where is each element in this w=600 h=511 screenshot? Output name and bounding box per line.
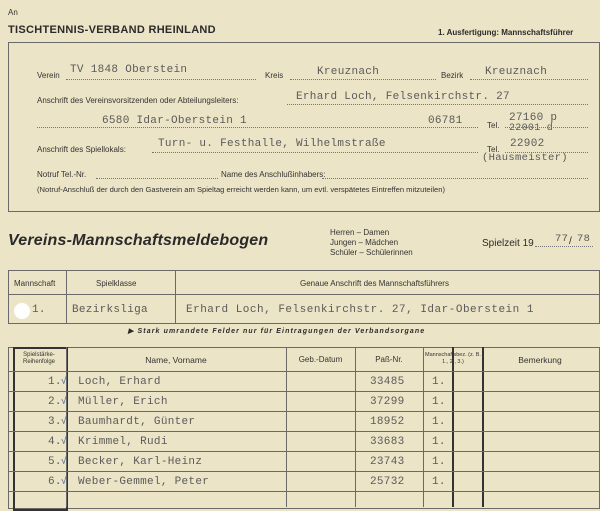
player-order[interactable]: 2. bbox=[48, 396, 62, 408]
player-name[interactable]: Baumhardt, Günter bbox=[78, 416, 196, 428]
player-pass-number[interactable]: 25732 bbox=[370, 476, 405, 488]
category-schueler: Schüler – Schülerinnen bbox=[330, 248, 413, 257]
row-divider bbox=[8, 471, 599, 472]
col-address: Genaue Anschrift des Mannschaftsführers bbox=[300, 279, 449, 288]
organization-name: TISCHTENNIS-VERBAND RHEINLAND bbox=[8, 24, 216, 36]
verein-line bbox=[66, 79, 256, 80]
team-table-header-rule bbox=[8, 294, 599, 295]
player-team[interactable]: 1. bbox=[432, 456, 446, 468]
chair-line bbox=[287, 104, 588, 105]
col-team: Mannschaftsbez. (z. B. 1., 2., 3.) bbox=[425, 352, 481, 365]
col-remark: Bemerkung bbox=[518, 355, 562, 365]
player-table-header-rule bbox=[8, 371, 599, 372]
chair-tel-2[interactable]: 22001 d bbox=[509, 123, 554, 134]
team-spielklasse[interactable]: Bezirksliga bbox=[72, 304, 148, 316]
player-pass-number[interactable]: 23743 bbox=[370, 456, 405, 468]
player-pass-number[interactable]: 33683 bbox=[370, 436, 405, 448]
verband-note-text: Stark umrandete Felder nur für Eintragungen der Verbandsorgane bbox=[137, 328, 426, 335]
player-name[interactable]: Weber-Gemmel, Peter bbox=[78, 476, 210, 488]
row-divider bbox=[8, 431, 599, 432]
player-order[interactable]: 3. bbox=[48, 416, 62, 428]
player-order[interactable]: 1. bbox=[48, 376, 62, 388]
row-divider bbox=[8, 491, 599, 492]
copy-note: 1. Ausfertigung: Mannschaftsführer bbox=[438, 28, 574, 37]
venue-tel[interactable]: 22902 bbox=[510, 138, 545, 150]
col-spielklasse: Spielklasse bbox=[96, 279, 137, 288]
player-name[interactable]: Müller, Erich bbox=[78, 396, 168, 408]
player-order[interactable]: 4. bbox=[48, 436, 62, 448]
venue-note: (Hausmeister) bbox=[482, 152, 568, 164]
notruf-line bbox=[96, 178, 218, 179]
chair-label: Anschrift des Vereinsvorsitzenden oder Abteilungsleiters: bbox=[37, 96, 239, 105]
venue-value[interactable]: Turn- u. Festhalle, Wilhelmstraße bbox=[158, 138, 386, 150]
player-team[interactable]: 1. bbox=[432, 376, 446, 388]
verband-note-arrow: ▶ bbox=[128, 328, 138, 335]
player-order[interactable]: 5. bbox=[48, 456, 62, 468]
player-order[interactable]: 6. bbox=[48, 476, 62, 488]
addressee-label: An bbox=[8, 8, 18, 17]
player-pass-number[interactable]: 33485 bbox=[370, 376, 405, 388]
col-order: Spielstärke-Reihenfolge bbox=[22, 352, 56, 365]
category-jungen-maedchen: Jungen – Mädchen bbox=[330, 238, 399, 247]
notruf-note: (Notruf-Anschluß der durch den Gastverein am Spieltag erreicht werden kann, um evtl. verspätetes Eintreffen mitzuteilen) bbox=[37, 185, 446, 194]
season-label: Spielzeit 19 bbox=[482, 238, 534, 249]
anschluss-line bbox=[322, 178, 588, 179]
player-name[interactable]: Krimmel, Rudi bbox=[78, 436, 168, 448]
category-herren-damen: Herren – Damen bbox=[330, 228, 390, 237]
chair-area-code[interactable]: 06781 bbox=[428, 115, 463, 127]
season-year-b[interactable]: 78 bbox=[577, 233, 591, 245]
chair-value[interactable]: Erhard Loch, Felsenkirchstr. 27 bbox=[296, 91, 510, 103]
player-team[interactable]: 1. bbox=[432, 416, 446, 428]
check-mark-icon: √ bbox=[61, 456, 67, 467]
row-divider bbox=[8, 451, 599, 452]
venue-tel-label: Tel. bbox=[487, 145, 500, 154]
player-pass-number[interactable]: 18952 bbox=[370, 416, 405, 428]
team-col-divider-1 bbox=[66, 270, 67, 323]
player-team[interactable]: 1. bbox=[432, 436, 446, 448]
season-line bbox=[535, 246, 593, 247]
notruf-label: Notruf Tel.-Nr. bbox=[37, 170, 87, 179]
check-mark-icon: √ bbox=[61, 416, 67, 427]
punch-hole bbox=[14, 303, 30, 319]
row-divider bbox=[8, 391, 599, 392]
player-team[interactable]: 1. bbox=[432, 396, 446, 408]
verband-note bbox=[128, 327, 425, 335]
col-pass: Paß-Nr. bbox=[375, 355, 403, 364]
col-birth: Geb.-Datum bbox=[298, 355, 343, 364]
check-mark-icon: √ bbox=[61, 376, 67, 387]
col-name: Name, Vorname bbox=[145, 355, 207, 365]
bezirk-label: Bezirk bbox=[441, 71, 464, 80]
check-mark-icon: √ bbox=[61, 476, 67, 487]
form-title: Vereins-Mannschaftsmeldebogen bbox=[8, 232, 269, 249]
player-team[interactable]: 1. bbox=[432, 476, 446, 488]
check-mark-icon: √ bbox=[61, 396, 67, 407]
col-mannschaft: Mannschaft bbox=[14, 279, 56, 288]
chair-city-line bbox=[37, 127, 478, 128]
team-number[interactable]: 1. bbox=[32, 304, 46, 316]
chair-tel-label: Tel. bbox=[487, 121, 500, 130]
verein-value[interactable]: TV 1848 Oberstein bbox=[70, 64, 188, 76]
kreis-label: Kreis bbox=[265, 71, 284, 80]
check-mark-icon: √ bbox=[61, 436, 67, 447]
team-col-divider-2 bbox=[175, 270, 176, 323]
kreis-value[interactable]: Kreuznach bbox=[317, 66, 380, 78]
chair-tel-line bbox=[505, 127, 588, 128]
season-separator: / bbox=[569, 236, 572, 247]
row-divider bbox=[8, 411, 599, 412]
anschluss-label: Name des Anschlußinhabers: bbox=[221, 170, 326, 179]
venue-label: Anschrift des Spiellokals: bbox=[37, 145, 126, 154]
chair-city[interactable]: 6580 Idar-Oberstein 1 bbox=[102, 115, 247, 127]
kreis-line bbox=[290, 79, 436, 80]
player-name[interactable]: Becker, Karl-Heinz bbox=[78, 456, 203, 468]
bezirk-line bbox=[470, 79, 588, 80]
season-year-a[interactable]: 77 bbox=[555, 233, 569, 245]
venue-line bbox=[152, 152, 478, 153]
player-name[interactable]: Loch, Erhard bbox=[78, 376, 161, 388]
team-address[interactable]: Erhard Loch, Felsenkirchstr. 27, Idar-Oberstein 1 bbox=[186, 304, 534, 316]
verein-label: Verein bbox=[37, 71, 60, 80]
chair-tel[interactable]: 27160 p bbox=[509, 112, 558, 124]
player-pass-number[interactable]: 37299 bbox=[370, 396, 405, 408]
bezirk-value[interactable]: Kreuznach bbox=[485, 66, 548, 78]
